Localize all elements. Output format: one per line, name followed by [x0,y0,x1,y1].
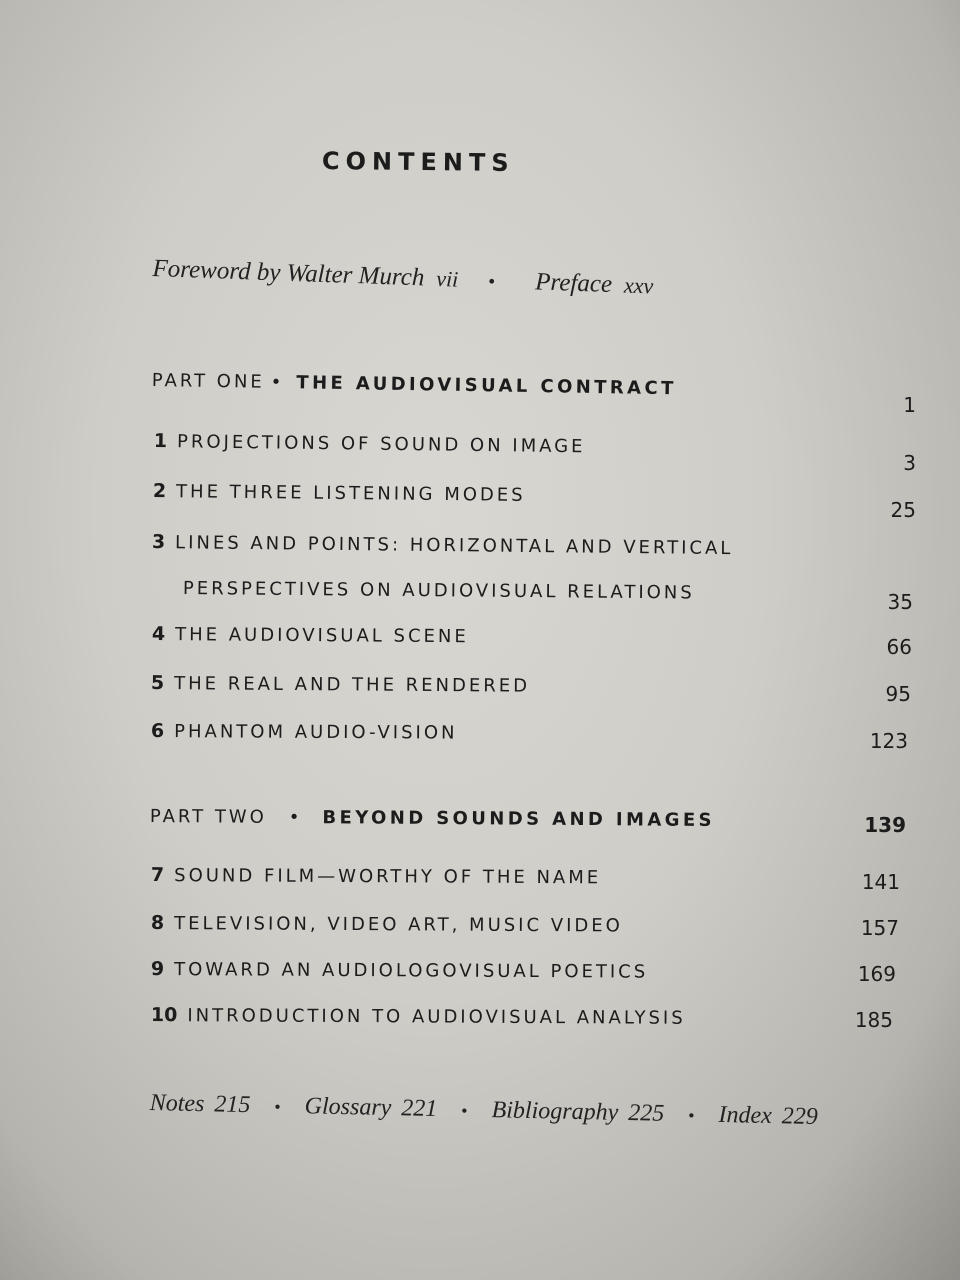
chapter-title: LINES AND POINTS: HORIZONTAL AND VERTICAL [175,532,734,560]
chapter-row [152,623,469,647]
separator-dot: • [288,806,303,829]
part-heading-one [152,370,677,399]
separator-dot: • [274,1096,281,1117]
chapter-number: 4 [151,623,166,646]
chapter-row [151,912,623,936]
back-matter-line [149,1090,818,1131]
chapter-row [152,531,734,559]
foreword-page: vii [435,265,459,292]
chapter-number: 5 [150,672,165,695]
bibliography-page: 225 [627,1100,665,1127]
chapter-page: 35 [887,590,913,614]
front-matter-line [152,255,654,300]
part-label: PART TWO [149,806,267,828]
chapter-number: 3 [151,531,166,554]
page-title: CONTENTS [321,146,515,178]
chapter-title: TOWARD AN AUDIOLOGOVISUAL POETICS [174,959,649,983]
index-label: Index [718,1101,773,1130]
chapter-title: THE AUDIOVISUAL SCENE [175,624,469,648]
part-page: 139 [864,813,906,837]
chapter-title: THE REAL AND THE RENDERED [174,673,531,697]
chapter-page: 141 [861,870,900,894]
chapter-row [154,430,586,457]
glossary-page: 221 [401,1095,438,1123]
chapter-page: 169 [857,962,896,986]
chapter-row [151,864,601,888]
index-page: 229 [781,1103,819,1130]
chapter-page: 66 [886,635,912,659]
chapter-page: 25 [890,498,916,522]
chapter-row [151,958,648,983]
chapter-title-continued: PERSPECTIVES ON AUDIOVISUAL RELATIONS [182,578,695,604]
separator-dot: • [487,270,496,293]
notes-label: Notes [149,1090,205,1118]
chapter-page: 3 [903,451,916,475]
chapter-title: TELEVISION, VIDEO ART, MUSIC VIDEO [174,913,623,937]
part-page: 1 [903,393,916,417]
chapter-number: 6 [150,720,165,743]
chapter-row [153,480,526,506]
part-title: BEYOND SOUNDS AND IMAGES [322,807,716,831]
glossary-label: Glossary [304,1093,392,1122]
chapter-page: 95 [885,682,911,706]
part-title: THE AUDIOVISUAL CONTRACT [296,372,677,400]
chapter-number: 1 [153,430,168,453]
chapter-row [151,1004,686,1029]
foreword-label: Foreword by Walter Murch [152,255,425,292]
separator-dot: • [270,371,285,394]
preface-page: xxv [623,272,654,299]
chapter-title: INTRODUCTION TO AUDIOVISUAL ANALYSIS [187,1005,686,1029]
separator-dot: • [688,1105,695,1126]
chapter-number: 10 [150,1004,178,1027]
part-heading-two [150,806,715,831]
chapter-row [151,672,530,697]
chapter-page: 157 [860,916,899,940]
chapter-number: 7 [150,864,165,887]
chapter-title: PROJECTIONS OF SOUND ON IMAGE [176,431,586,458]
chapter-number: 2 [152,480,167,503]
chapter-title: SOUND FILM—WORTHY OF THE NAME [174,865,602,889]
notes-page: 215 [214,1091,251,1119]
chapter-title: PHANTOM AUDIO-VISION [174,721,458,744]
chapter-number: 9 [150,958,165,981]
preface-label: Preface [534,268,613,299]
bibliography-label: Bibliography [491,1097,619,1126]
chapter-row [151,720,458,744]
part-label: PART ONE [151,370,265,393]
chapter-title: THE THREE LISTENING MODES [176,481,526,506]
chapter-number: 8 [150,912,165,935]
separator-dot: • [461,1100,468,1121]
chapter-page: 185 [854,1008,893,1032]
chapter-page: 123 [869,729,908,753]
